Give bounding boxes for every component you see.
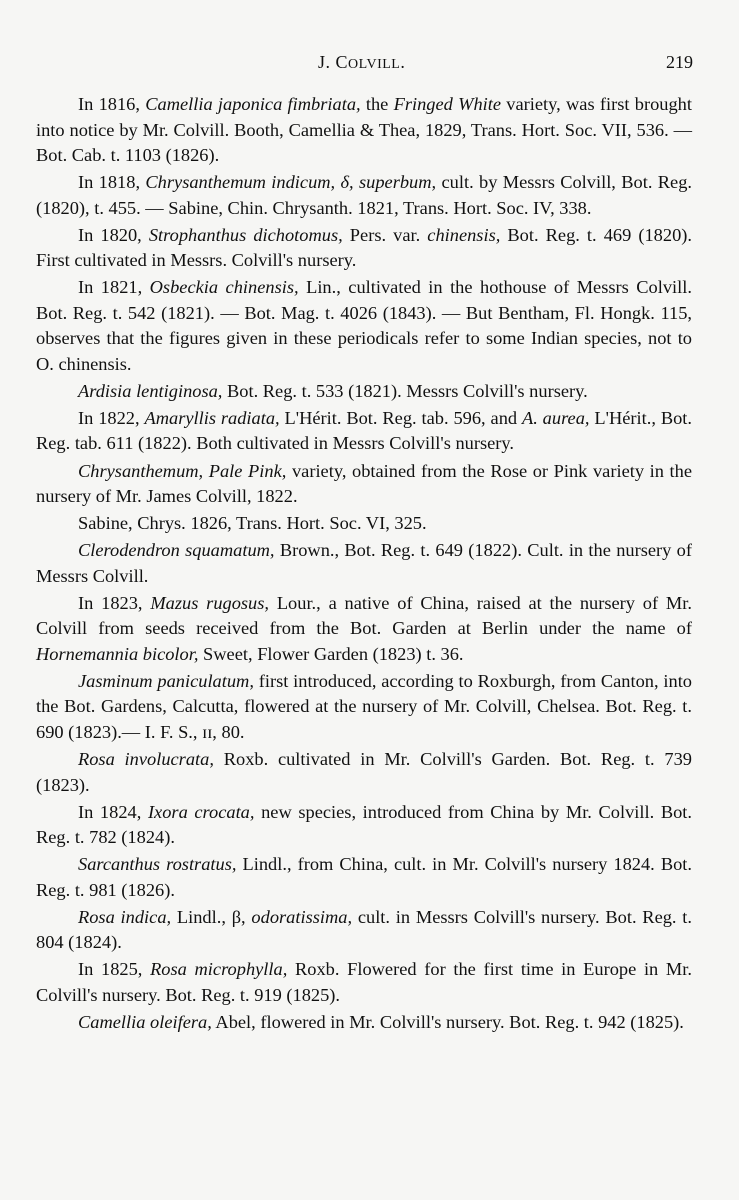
paragraph bbox=[36, 406, 692, 457]
italic-text: Osbeckia chinensis, bbox=[149, 277, 299, 298]
text-run: L'Hérit. Bot. Reg. tab. 596, and bbox=[279, 407, 522, 428]
paragraph bbox=[36, 170, 692, 221]
italic-text: Ixora crocata, bbox=[147, 801, 255, 822]
text-run: Roxb. cultivated in Mr. Colvill's Garden. Bot. Reg. t. 739 (1823). bbox=[36, 749, 692, 795]
text-run: In 1816, bbox=[78, 94, 146, 114]
italic-text: Hornemannia bicolor, bbox=[36, 643, 199, 664]
italic-text: Chrysanthemum indicum, δ, superbum, bbox=[145, 172, 437, 193]
text-run: variety, obtained from the Rose or Pink variety in the nursery of Mr. James Colvill, 1822. bbox=[36, 460, 692, 507]
italic-text: Camellia japonica fimbriata, bbox=[145, 94, 361, 114]
italic-text: Camellia oleifera, bbox=[78, 1012, 212, 1032]
italic-text: Ardisia lentiginosa, bbox=[78, 380, 223, 401]
paragraph bbox=[36, 669, 692, 746]
text-run: L'Hérit., Bot. Reg. tab. 611 (1822). Both cultivated in Messrs Colvill's nursery. bbox=[36, 407, 692, 454]
italic-text: Jasminum paniculatum, bbox=[78, 670, 254, 691]
italic-text: Mazus rugosus, bbox=[150, 592, 270, 613]
italic-text: odoratissima, bbox=[251, 906, 353, 927]
running-head: J. COLVILL. bbox=[318, 52, 406, 72]
body-text bbox=[36, 92, 692, 1037]
text-run: In 1818, bbox=[78, 172, 146, 193]
italic-text: Fringed White bbox=[393, 94, 502, 114]
italic-text: Chrysanthemum, Pale Pink, bbox=[78, 460, 287, 481]
paragraph bbox=[36, 591, 692, 668]
text-run: In 1820, bbox=[78, 224, 149, 245]
text-run: Brown., Bot. Reg. t. 649 (1822). Cult. in the nursery of Messrs Colvill. bbox=[36, 540, 692, 586]
text-run: In 1825, bbox=[78, 959, 151, 980]
text-run: new species, introduced from China by Mr. Colvill. Bot. Reg. t. 782 (1824). bbox=[36, 801, 692, 848]
text-run: Abel, flowered in Mr. Colvill's nursery. Bot. Reg. t. 942 (1825). bbox=[211, 1012, 684, 1032]
text-run: In 1823, bbox=[78, 592, 151, 613]
italic-text: Clerodendron squamatum, bbox=[78, 540, 275, 561]
text-run: Sabine, Chrys. 1826, Trans. Hort. Soc. VI, 325. bbox=[78, 513, 427, 534]
paragraph bbox=[36, 379, 692, 405]
page-header bbox=[0, 48, 739, 78]
italic-text: Rosa indica, bbox=[78, 906, 172, 927]
text-run: Lour., a native of China, raised at the nursery of Mr. Colvill from seeds received from the Bot. Garden at Berlin under the name of bbox=[36, 592, 692, 639]
text-run: Pers. var. bbox=[342, 224, 428, 245]
text-run: In 1822, bbox=[78, 407, 145, 428]
italic-text: Rosa microphylla, bbox=[150, 959, 288, 980]
paragraph bbox=[36, 957, 692, 1008]
paragraph bbox=[36, 852, 692, 903]
text-run: Bot. Reg. t. 533 (1821). Messrs Colvill's nursery. bbox=[222, 380, 588, 401]
text-run: cult. by Messrs Colvill, Bot. Reg. (1820), t. 455. — Sabine, Chin. Chrysanth. 1821, Trans. Hort. Soc. IV, 338. bbox=[36, 172, 692, 218]
paragraph bbox=[36, 275, 692, 377]
paragraph bbox=[36, 92, 692, 169]
text-run: Sweet, Flower Garden (1823) t. 36. bbox=[198, 643, 464, 664]
text-run: Lindl., β, bbox=[171, 906, 252, 927]
text-run: Roxb. Flowered for the first time in Europe in Mr. Colvill's nursery. Bot. Reg. t. 919 (1825). bbox=[36, 959, 692, 1005]
paragraph bbox=[36, 511, 692, 537]
text-run: first introduced, according to Roxburgh, from Canton, into the Bot. Gardens, Calcutta, flowered at the nursery of Mr. Colvill, Chelsea. Bot. Reg. t. 690 (1823).— I. F. S., ɪɪ, 80. bbox=[36, 670, 692, 742]
italic-text: A. aurea, bbox=[521, 407, 590, 428]
paragraph bbox=[36, 747, 692, 798]
text-run: In 1824, bbox=[78, 801, 148, 822]
italic-text: Rosa involucrata, bbox=[78, 749, 214, 770]
text-run: Bot. Reg. t. 469 (1820). First cultivated in Messrs. Colvill's nursery. bbox=[36, 224, 692, 271]
text-run: In 1821, bbox=[78, 277, 150, 298]
italic-text: chinensis, bbox=[427, 224, 501, 245]
paragraph bbox=[36, 459, 692, 510]
italic-text: Amaryllis radiata, bbox=[144, 407, 280, 428]
italic-text: Strophanthus dichotomus, bbox=[148, 224, 343, 245]
paragraph bbox=[36, 538, 692, 589]
page-number: 219 bbox=[666, 52, 693, 72]
paragraph bbox=[36, 223, 692, 274]
text-run: Lin., cultivated in the hothouse of Messrs Colvill. Bot. Reg. t. 542 (1821). — Bot. Mag. t. 4026 (1843). — But Bentham, Fl. Hongk. 115, observes that the figures given in these periodicals refer to some Indian species, not to O. chinensis. bbox=[36, 277, 692, 374]
text-run: variety, was first brought into notice by Mr. Colvill. Booth, Camellia & Thea, 1829, Trans. Hort. Soc. VII, 536. — Bot. Cab. t. 1103 (1826). bbox=[36, 94, 692, 165]
text-run: the bbox=[360, 94, 394, 114]
paragraph bbox=[36, 905, 692, 956]
italic-text: Sarcanthus rostratus, bbox=[78, 854, 237, 875]
paragraph bbox=[36, 800, 692, 851]
text-run: Lindl., from China, cult. in Mr. Colvill's nursery 1824. Bot. Reg. t. 981 (1826). bbox=[36, 854, 692, 900]
paragraph bbox=[36, 1010, 692, 1036]
text-run: cult. in Messrs Colvill's nursery. Bot. Reg. t. 804 (1824). bbox=[36, 906, 693, 953]
